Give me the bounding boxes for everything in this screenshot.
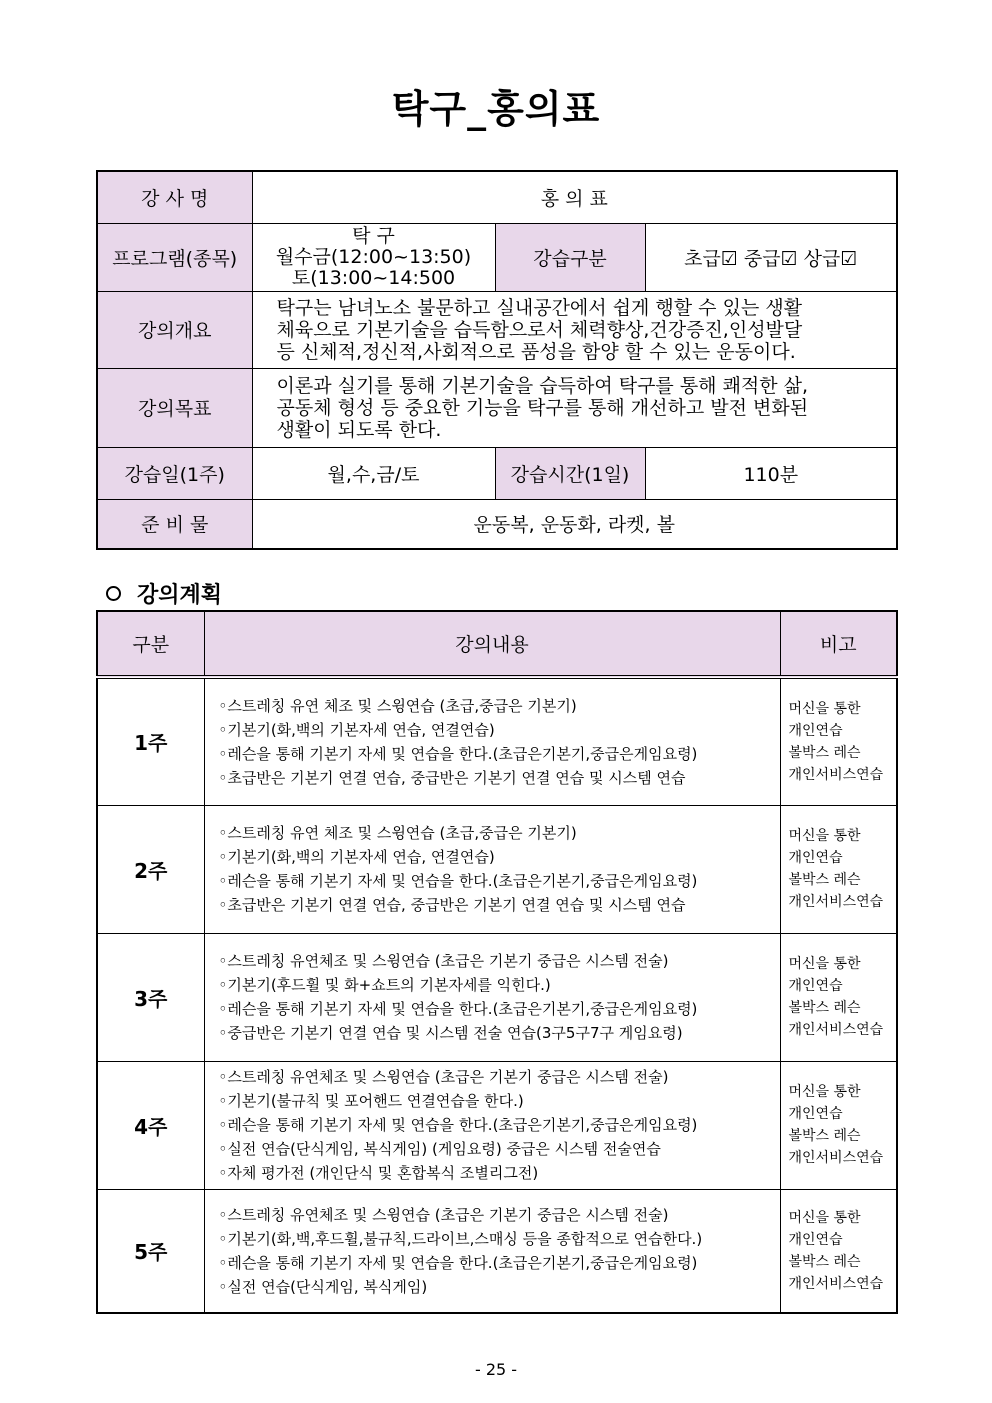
time-label: 강습시간(1일) <box>495 447 645 499</box>
note-item: 머신을 통한 <box>788 956 861 972</box>
time-value: 110분 <box>645 447 897 499</box>
note-item: 개인연습 <box>788 1231 843 1248</box>
plan-header-row <box>97 611 897 677</box>
week-content <box>204 1061 780 1189</box>
week-content <box>204 805 780 933</box>
note-item: 볼박스 레슨 <box>788 872 861 888</box>
week-content <box>204 677 780 805</box>
prep-row <box>97 499 897 549</box>
level-value: 초급☑ 중급☑ 상급☑ <box>645 223 897 291</box>
lesson-plan-table <box>96 610 898 1314</box>
overview-line: 등 신체적,정신적,사회적으로 품성을 함양 할 수 있는 운동이다. <box>276 340 796 363</box>
page-number: - 25 - <box>474 1360 518 1379</box>
instructor-label: 강 사 명 <box>97 171 252 223</box>
week-row-2 <box>97 805 897 933</box>
content-item: ◦스트레칭 유연체조 및 스윙연습 (초급은 기본기 중급은 시스템 전술) <box>218 952 669 970</box>
content-item: ◦레슨을 통해 기본기 자세 및 연습을 한다.(초급은기본기,중급은게임요령) <box>218 1253 698 1272</box>
week-row-1 <box>97 677 897 805</box>
goal-line: 공동체 형성 등 중요한 기능을 탁구를 통해 개선하고 발전 변화된 <box>276 396 809 419</box>
program-schedule-weekday: 월수금(12:00~13:50) <box>275 245 472 268</box>
content-item: ◦실전 연습(단식게임, 복식게임) <box>218 1277 428 1296</box>
section-title: 강의계획 <box>137 583 223 608</box>
course-info-table <box>96 170 898 550</box>
week-note <box>780 1061 897 1189</box>
note-item: 개인연습 <box>788 1106 843 1122</box>
content-item: ◦스트레칭 유연체조 및 스윙연습 (초급은 기본기 중급은 시스템 전술) <box>218 1205 669 1224</box>
note-item: 개인서비스연습 <box>788 766 884 783</box>
content-item: ◦초급반은 기본기 연결 연습, 중급반은 기본기 연결 연습 및 시스템 연습 <box>218 768 686 787</box>
note-item: 머신을 통한 <box>788 700 861 717</box>
program-schedule-saturday: 토(13:00~14:500 <box>291 266 456 289</box>
content-item: ◦실전 연습(단식게임, 복식게임) (게임요령) 중급은 시스템 전술연습 <box>218 1140 661 1158</box>
week-note <box>780 1189 897 1313</box>
note-item: 머신을 통한 <box>788 828 861 844</box>
week-content <box>204 1189 780 1313</box>
note-item: 볼박스 레슨 <box>788 744 861 761</box>
content-item: ◦레슨을 통해 기본기 자세 및 연습을 한다.(초급은기본기,중급은게임요령) <box>218 744 698 763</box>
note-item: 개인연습 <box>788 978 843 994</box>
content-item: ◦자체 평가전 (개인단식 및 혼합복식 조별리그전) <box>218 1164 539 1182</box>
schedule-row <box>97 447 897 499</box>
program-row <box>97 223 897 291</box>
note-item: 개인서비스연습 <box>788 1150 884 1166</box>
week-row-5 <box>97 1189 897 1313</box>
goal-line: 이론과 실기를 통해 기본기술을 습득하여 탁구를 통해 쾌적한 삶, <box>276 374 809 397</box>
week-label: 5주 <box>97 1189 204 1313</box>
overview-line: 체육으로 기본기술을 습득함으로서 체력향상,건강증진,인성발달 <box>276 318 803 341</box>
content-item: ◦스트레칭 유연 체조 및 스윙연습 (초급,중급은 기본기) <box>218 824 577 842</box>
week-row-3 <box>97 933 897 1061</box>
content-item: ◦기본기(화,백의 기본자세 연습, 연결연습) <box>218 720 495 739</box>
week-note <box>780 677 897 805</box>
goal-line: 생활이 되도록 한다. <box>276 418 442 441</box>
days-label: 강습일(1주) <box>97 447 252 499</box>
note-item: 머신을 통한 <box>788 1084 861 1100</box>
days-value: 월,수,금/토 <box>252 447 495 499</box>
page-title: 탁구_홍의표 <box>391 87 601 131</box>
note-item: 볼박스 레슨 <box>788 1128 861 1144</box>
week-label: 3주 <box>97 933 204 1061</box>
overview-line: 탁구는 남녀노소 불문하고 실내공간에서 쉽게 행할 수 있는 생활 <box>276 296 803 319</box>
content-item: ◦스트레칭 유연체조 및 스윙연습 (초급은 기본기 중급은 시스템 전술) <box>218 1068 669 1086</box>
week-note <box>780 805 897 933</box>
note-item: 개인서비스연습 <box>788 1275 884 1292</box>
level-label: 강습구분 <box>495 223 645 291</box>
goal-row <box>97 368 897 447</box>
week-note <box>780 933 897 1061</box>
overview-text <box>252 291 897 368</box>
week-label: 1주 <box>97 677 204 805</box>
note-item: 볼박스 레슨 <box>788 1000 861 1016</box>
section-heading <box>106 578 222 609</box>
header-content: 강의내용 <box>204 611 780 677</box>
content-item: ◦기본기(화,백의 기본자세 연습, 연결연습) <box>218 848 495 866</box>
content-item: ◦중급반은 기본기 연결 연습 및 시스템 전술 연습(3구5구7구 게임요령) <box>218 1024 683 1042</box>
content-item: ◦레슨을 통해 기본기 자세 및 연습을 한다.(초급은기본기,중급은게임요령) <box>218 872 698 890</box>
goal-text <box>252 368 897 447</box>
prep-label: 준 비 물 <box>97 499 252 549</box>
header-note: 비고 <box>780 611 897 677</box>
goal-label: 강의목표 <box>97 368 252 447</box>
note-item: 개인서비스연습 <box>788 894 884 910</box>
note-item: 개인연습 <box>788 722 843 739</box>
content-item: ◦기본기(불규칙 및 포어핸드 연결연습을 한다.) <box>218 1092 524 1110</box>
note-item: 볼박스 레슨 <box>788 1253 861 1270</box>
content-item: ◦스트레칭 유연 체조 및 스윙연습 (초급,중급은 기본기) <box>218 696 577 715</box>
instructor-value: 홍 의 표 <box>252 171 897 223</box>
overview-row <box>97 291 897 368</box>
prep-value: 운동복, 운동화, 라켓, 볼 <box>252 499 897 549</box>
program-name: 탁 구 <box>352 224 395 247</box>
content-item: ◦레슨을 통해 기본기 자세 및 연습을 한다.(초급은기본기,중급은게임요령) <box>218 1000 698 1018</box>
content-item: ◦레슨을 통해 기본기 자세 및 연습을 한다.(초급은기본기,중급은게임요령) <box>218 1116 698 1134</box>
overview-label: 강의개요 <box>97 291 252 368</box>
header-week: 구분 <box>97 611 204 677</box>
note-item: 개인연습 <box>788 850 843 866</box>
instructor-row <box>97 171 897 223</box>
note-item: 머신을 통한 <box>788 1209 861 1226</box>
circle-bullet-icon <box>106 586 121 601</box>
week-content <box>204 933 780 1061</box>
week-label: 4주 <box>97 1061 204 1189</box>
week-label: 2주 <box>97 805 204 933</box>
content-item: ◦기본기(후드휠 및 화+쇼트의 기본자세를 익힌다.) <box>218 976 551 994</box>
content-item: ◦기본기(화,백,후드휠,불규칙,드라이브,스매싱 등을 종합적으로 연습한다.) <box>218 1229 703 1248</box>
note-item: 개인서비스연습 <box>788 1022 884 1038</box>
program-label: 프로그램(종목) <box>97 223 252 291</box>
program-value <box>252 223 495 291</box>
week-row-4 <box>97 1061 897 1189</box>
content-item: ◦초급반은 기본기 연결 연습, 중급반은 기본기 연결 연습 및 시스템 연습 <box>218 896 686 914</box>
